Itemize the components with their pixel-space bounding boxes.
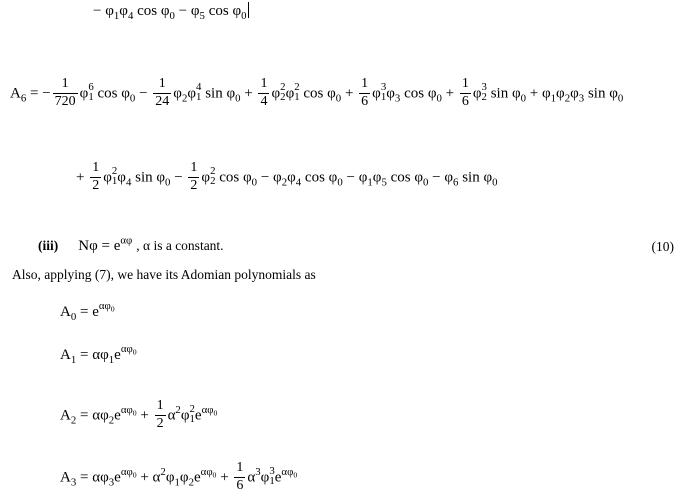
text-cursor bbox=[248, 2, 249, 18]
equation-A2: $A_2 = \alpha\varphi_2e^{\alpha\varphi_0}$ + $\frac{1}{2}$ $\alpha^2\varphi$ 2 1 $e^{\alpha\varphi_0}$ bbox=[60, 398, 218, 431]
case-label: (iii) bbox=[38, 238, 59, 253]
equation-A6-line1: $A_6$ = − $\frac{1}{720}$ φ 6 1 $\cos \varphi_0$ − $\frac{1}{24}$ $\varphi_2\varphi$ 4 1 $\sin \varphi_0$ + $\frac{1}{4}$ φ 2 2 φ 2 1 $\cos \varphi_0$ + $\frac{1}{6}$ φ 3 1 $\varphi_3$ $\cos \varphi_0$ + $\frac{1}{6}$ φ 3 2 $\sin \varphi_0 + \varphi_1\varphi_2\varphi_3$ $\sin \varphi_0$ bbox=[10, 76, 624, 109]
equation-A6-line2: + $\frac{1}{2}$ φ 2 1 $\varphi_4$ $\sin \varphi_0$ − $\frac{1}{2}$ φ 2 2 $\cos \varphi_0 - \varphi_2\varphi_4$ $\cos \varphi_0 - \varphi_1\varphi_5$ $\cos \varphi_0 - \varphi_6$ $\sin \varphi_0$ bbox=[76, 160, 498, 193]
equation-A0: $A_0 = e^{\alpha\varphi_0}$ bbox=[60, 300, 115, 323]
equation-A1: $A_1 = \alpha\varphi_1e^{\alpha\varphi_0}$ bbox=[60, 343, 137, 366]
case-note: , α is a constant. bbox=[136, 238, 224, 253]
case-iii-line bbox=[38, 234, 224, 254]
equation-A3: $A_3 = \alpha\varphi_3e^{\alpha\varphi_0} + \alpha^2\varphi_1\varphi_2e^{\alpha\varphi_0}$ + $\frac{1}{6}$ $\alpha^3\varphi$ 3 1 $e^{\alpha\varphi_0}$ bbox=[60, 460, 298, 493]
equation-continuation-line: − $\varphi_1\varphi_4$ $\cos \varphi_0 - \varphi_5$ $\cos \varphi_0$ bbox=[93, 3, 247, 22]
intro-text: Also, applying (7), we have its Adomian polynomials as bbox=[12, 267, 316, 282]
case-equation: $N\varphi = e^{\alpha\varphi}$ bbox=[78, 234, 133, 254]
equation-number: (10) bbox=[651, 239, 674, 254]
